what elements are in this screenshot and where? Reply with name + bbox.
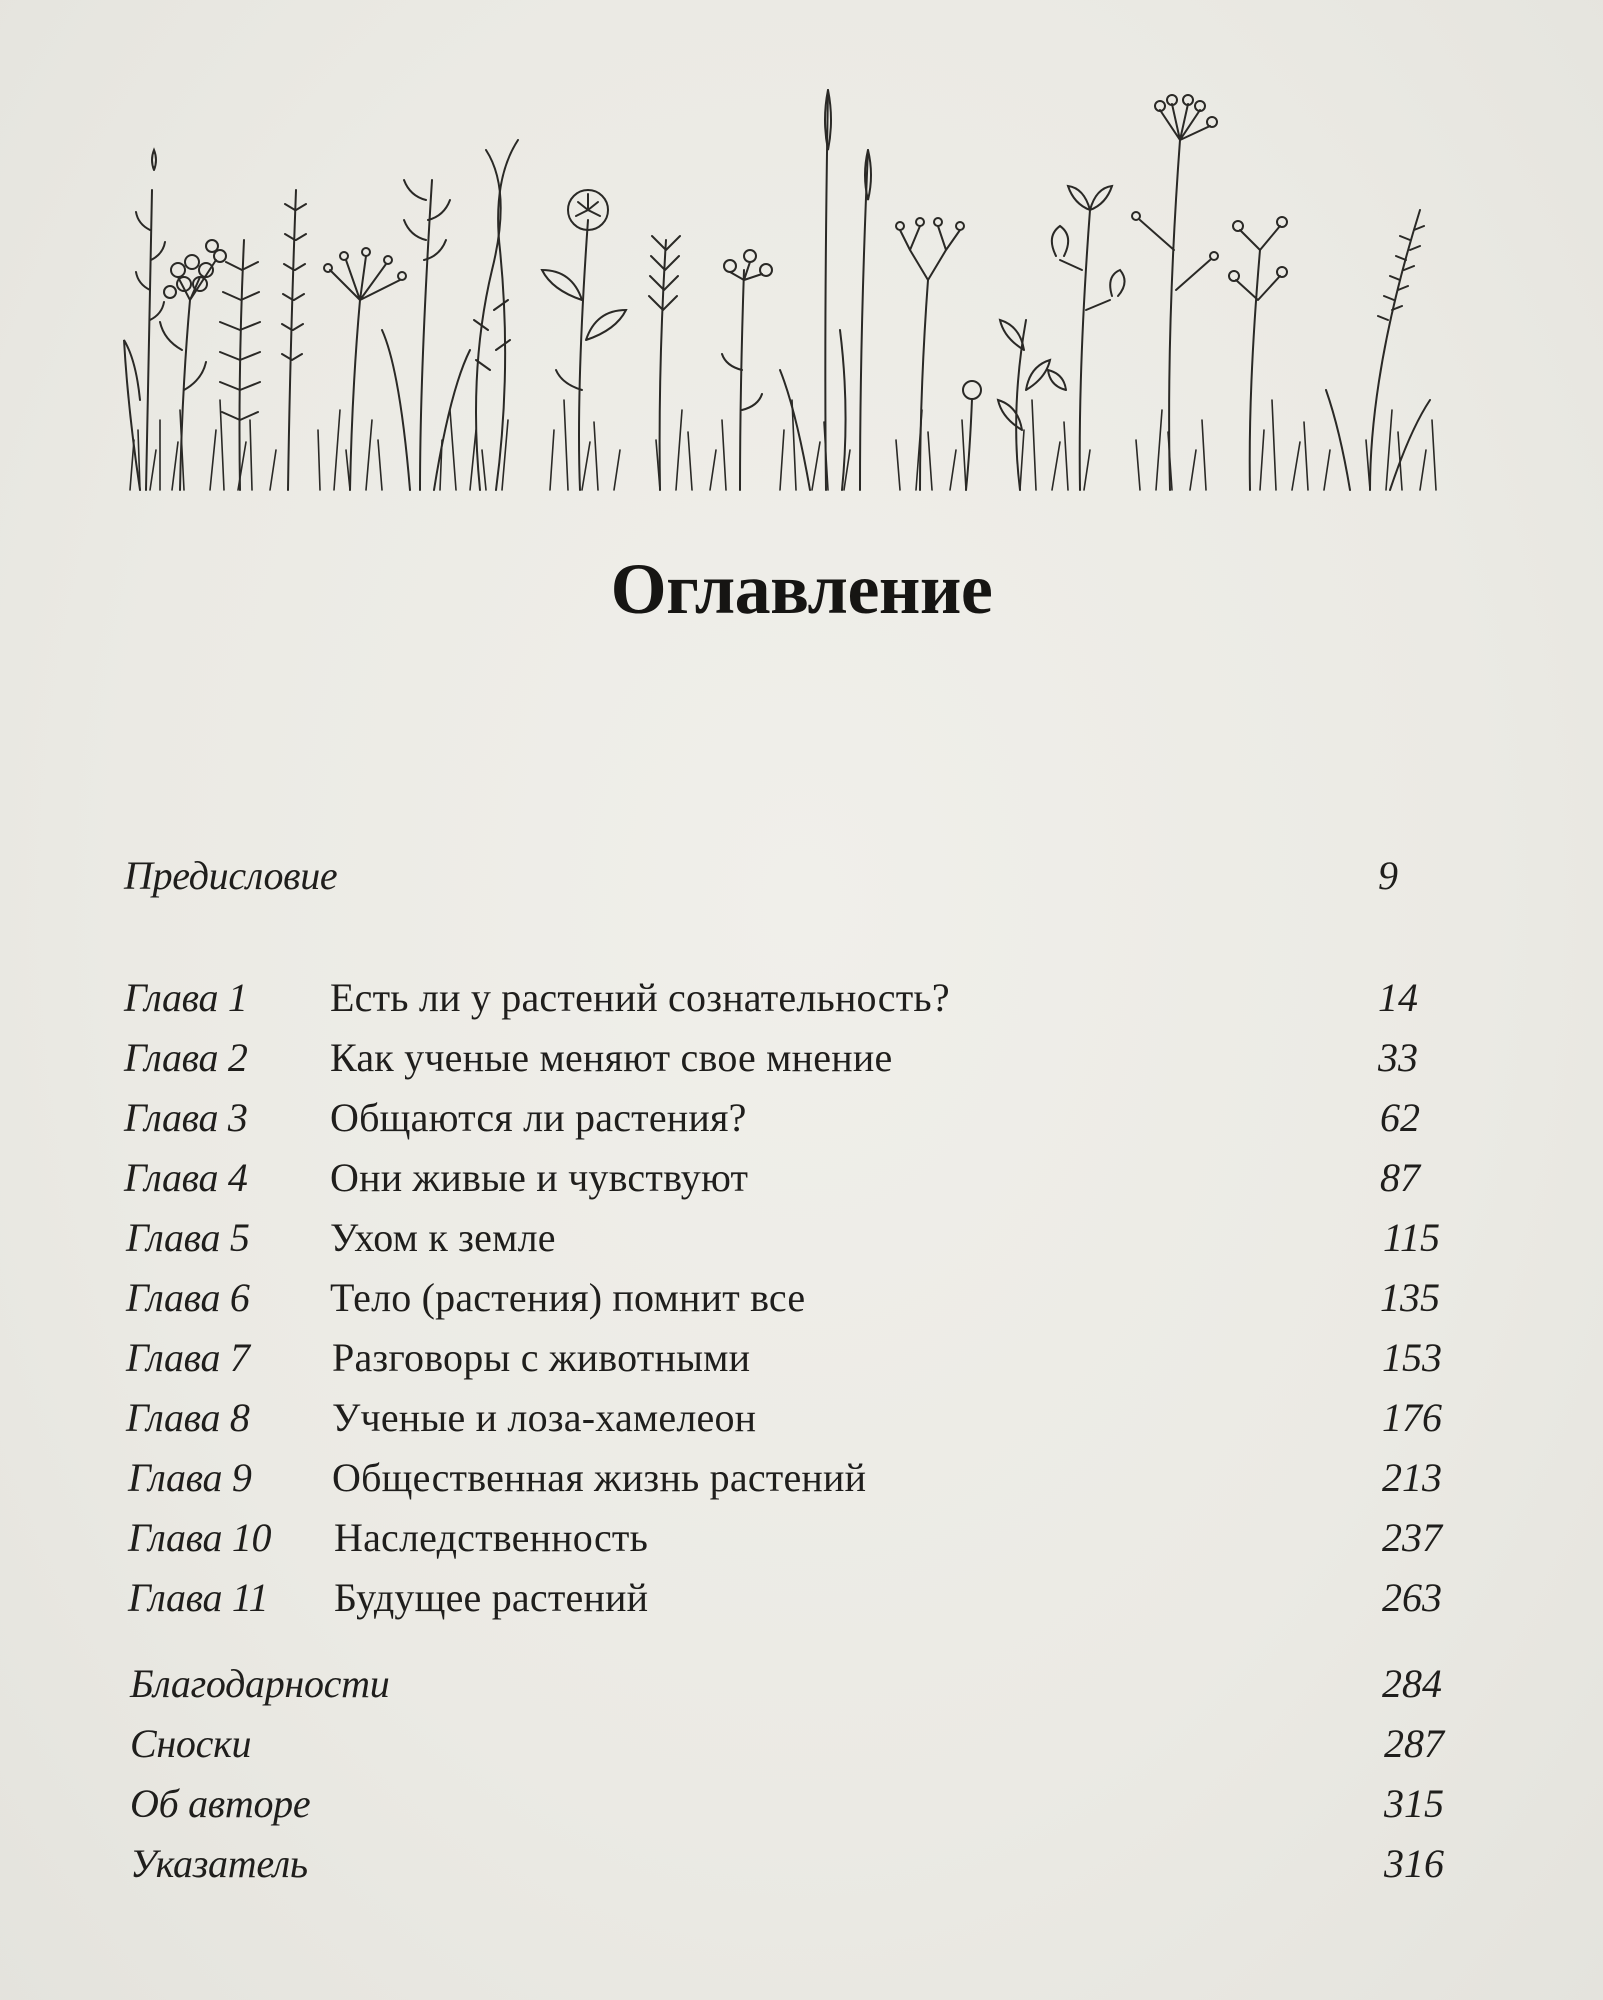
toc-entry-chapter-11[interactable]	[0, 1568, 1603, 1628]
toc-entry-chapter-10[interactable]	[0, 1508, 1603, 1568]
chapter-label: Глава 11	[128, 1575, 269, 1620]
toc-page-number: 33	[1378, 1035, 1418, 1080]
toc-entry-preface[interactable]	[0, 846, 1603, 906]
toc-entry-label: Об авторе	[130, 1781, 311, 1826]
toc-page-number: 315	[1384, 1781, 1444, 1826]
chapter-title: Наследственность	[334, 1515, 649, 1560]
toc-entry-chapter-4[interactable]	[0, 1148, 1603, 1208]
chapter-label: Глава 5	[126, 1215, 250, 1260]
chapter-label: Глава 7	[126, 1335, 250, 1380]
toc-page-number: 62	[1380, 1095, 1420, 1140]
chapter-label: Глава 4	[124, 1155, 248, 1200]
toc-entry-chapter-5[interactable]	[0, 1208, 1603, 1268]
toc-page-number: 135	[1380, 1275, 1440, 1320]
chapter-label: Глава 6	[126, 1275, 250, 1320]
chapter-title: Общественная жизнь растений	[332, 1455, 867, 1500]
chapter-title: Тело (растения) помнит все	[330, 1275, 806, 1320]
chapter-label: Глава 2	[124, 1035, 248, 1080]
toc-entry-notes[interactable]	[0, 1714, 1603, 1774]
page-title: Оглавление	[610, 549, 993, 629]
toc-page-number: 213	[1382, 1455, 1442, 1500]
toc-entry-label: Предисловие	[124, 853, 338, 898]
chapter-label: Глава 9	[128, 1455, 252, 1500]
toc-entry-label: Благодарности	[130, 1661, 390, 1706]
toc-entry-chapter-1[interactable]	[0, 968, 1603, 1028]
chapter-title: Общаются ли растения?	[330, 1095, 747, 1140]
chapter-title: Как ученые меняют свое мнение	[330, 1035, 893, 1080]
chapter-title: Есть ли у растений сознательность?	[330, 975, 950, 1020]
toc-page-number: 87	[1380, 1155, 1420, 1200]
chapter-title: Разговоры с животными	[332, 1335, 751, 1380]
toc-page-number: 237	[1382, 1515, 1442, 1560]
toc-page-number: 284	[1382, 1661, 1442, 1706]
chapter-label: Глава 1	[124, 975, 248, 1020]
toc-page-number: 9	[1378, 853, 1398, 898]
toc-page-number: 176	[1382, 1395, 1442, 1440]
toc-page-number: 263	[1382, 1575, 1442, 1620]
toc-entry-chapter-3[interactable]	[0, 1088, 1603, 1148]
toc-entry-about-author[interactable]	[0, 1774, 1603, 1834]
toc-entry-chapter-2[interactable]	[0, 1028, 1603, 1088]
toc-page-number: 316	[1384, 1841, 1444, 1886]
toc-entry-acknowledgements[interactable]	[0, 1654, 1603, 1714]
chapter-label: Глава 10	[128, 1515, 272, 1560]
toc-entry-chapter-7[interactable]	[0, 1328, 1603, 1388]
toc-page-number: 153	[1382, 1335, 1442, 1380]
chapter-title: Будущее растений	[334, 1575, 649, 1620]
chapter-label: Глава 3	[124, 1095, 248, 1140]
toc-entry-chapter-8[interactable]	[0, 1388, 1603, 1448]
toc-entry-label: Сноски	[130, 1721, 252, 1766]
chapter-title: Они живые и чувствуют	[330, 1155, 749, 1200]
toc-page-number: 14	[1378, 975, 1418, 1020]
chapter-title: Ухом к земле	[330, 1215, 556, 1260]
toc-page-number: 287	[1384, 1721, 1444, 1766]
toc-page-number: 115	[1382, 1215, 1440, 1260]
toc-entry-index[interactable]	[0, 1834, 1603, 1894]
toc-entry-chapter-9[interactable]	[0, 1448, 1603, 1508]
chapter-title: Ученые и лоза-хамелеон	[332, 1395, 757, 1440]
chapter-label: Глава 8	[126, 1395, 250, 1440]
toc-entry-chapter-6[interactable]	[0, 1268, 1603, 1328]
toc-entry-label: Указатель	[130, 1841, 308, 1886]
